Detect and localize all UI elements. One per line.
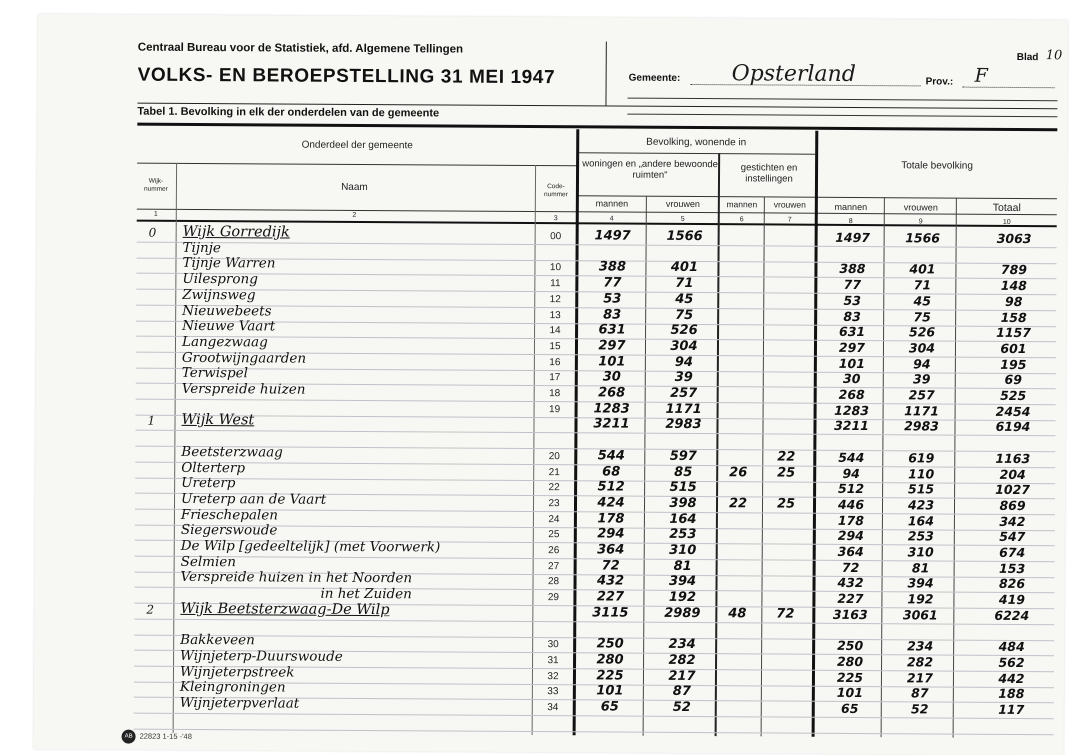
value-tt: 1157 (996, 325, 1032, 341)
value-tm: 388 (839, 261, 866, 277)
table-title: Tabel 1. Bevolking in elk der onderdelen van de gemeente (137, 105, 440, 120)
place-name: Wijk Beetsterzwaag-De Wilp (180, 600, 390, 618)
col9-vrouwen: vrouwen (903, 202, 938, 213)
value-tv: 81 (911, 560, 930, 576)
table-row (38, 14, 1068, 20)
value-gv: 22 (777, 449, 796, 465)
value-v: 398 (669, 495, 697, 511)
code-number: 17 (549, 372, 561, 384)
value-m: 225 (596, 668, 624, 684)
value-m: 227 (596, 589, 625, 605)
value-gm: 26 (729, 464, 748, 480)
header-rule-3 (627, 114, 1057, 118)
census-form (34, 14, 1068, 755)
value-v: 257 (670, 385, 698, 402)
value-v: 1566 (666, 228, 703, 245)
value-m: 544 (597, 448, 625, 464)
value-tt: 3063 (996, 230, 1032, 247)
value-m: 297 (598, 338, 626, 354)
value-tv: 94 (913, 355, 931, 372)
colnum-5: 5 (680, 215, 685, 223)
value-tm: 631 (838, 324, 866, 340)
value-m: 101 (596, 683, 624, 699)
code-number: 10 (549, 262, 562, 274)
place-name: Ureterp (181, 475, 236, 492)
prov-label: Prov.: (925, 76, 954, 88)
value-tm: 512 (838, 481, 865, 497)
value-v: 282 (668, 652, 696, 668)
value-gv: 25 (776, 496, 796, 512)
value-tm: 227 (837, 590, 864, 607)
value-tv: 39 (913, 371, 931, 387)
place-name: Wijnjeterpstreek (179, 663, 295, 681)
value-v: 253 (669, 527, 697, 543)
value-tm: 268 (838, 386, 865, 403)
code-number: 31 (547, 655, 559, 667)
bevolking-header: Bevolking, wonende in (646, 136, 747, 149)
wijk-number: 0 (148, 225, 157, 240)
value-tv: 310 (907, 544, 934, 560)
value-v: 39 (674, 370, 693, 386)
place-name: Verspreide huizen in het Noorden (180, 569, 413, 587)
place-name: Frieschepalen (180, 506, 278, 524)
value-tm: 178 (837, 512, 865, 528)
col10-totaal: Totaal (992, 201, 1021, 215)
value-tt: 419 (998, 591, 1026, 608)
value-tm: 544 (838, 449, 865, 465)
code-number: 30 (547, 639, 559, 651)
code-number: 22 (548, 482, 560, 494)
code-number: 16 (549, 356, 561, 368)
value-m: 424 (597, 495, 625, 511)
value-v: 234 (668, 637, 696, 653)
ruled-lines (38, 14, 1068, 20)
value-tv: 304 (908, 340, 936, 356)
value-tt: 442 (998, 670, 1025, 686)
value-m: 294 (597, 526, 625, 542)
value-tv: 515 (908, 481, 935, 497)
col8-mannen: mannen (834, 201, 868, 213)
value-v: 81 (673, 558, 692, 574)
colnum-10: 10 (1002, 218, 1011, 226)
place-name: Beetsterzwaag (181, 443, 283, 461)
code-number: 18 (549, 388, 561, 400)
value-v: 45 (675, 291, 694, 307)
code-number: 29 (547, 592, 560, 604)
value-tv: 526 (908, 324, 936, 340)
value-v: 2989 (664, 605, 701, 621)
value-tm: 446 (837, 496, 865, 512)
value-tv: 192 (907, 591, 934, 607)
value-tt: 148 (1000, 277, 1027, 294)
place-name: Tijnje Warren (182, 255, 276, 272)
wijk-number: 1 (147, 414, 156, 429)
value-tv: 394 (907, 575, 934, 591)
value-m: 77 (603, 275, 622, 291)
value-tt: 204 (999, 466, 1026, 482)
wijk-header: Wijk-nummer (143, 177, 168, 193)
value-tt: 826 (998, 576, 1026, 592)
form-title: VOLKS- EN BEROEPSTELLING 31 MEI 1947 (137, 64, 556, 89)
value-tv: 3061 (902, 607, 938, 623)
code-number: 19 (548, 403, 561, 415)
value-m: 72 (601, 558, 620, 574)
value-tv: 217 (906, 669, 934, 686)
value-tt: 117 (998, 701, 1025, 718)
value-tt: 562 (998, 654, 1025, 670)
value-tm: 1283 (834, 402, 870, 418)
value-tv: 164 (907, 512, 935, 529)
value-v: 1171 (665, 401, 702, 417)
col6-mannen: mannen (726, 199, 758, 210)
value-v: 310 (669, 542, 697, 559)
value-tt: 153 (999, 560, 1026, 576)
place-name: Nieuwebeets (182, 302, 272, 319)
value-tt: 195 (1000, 356, 1027, 372)
code-number: 00 (550, 231, 562, 243)
value-v: 87 (672, 684, 691, 700)
place-name: Bakkeveen (180, 632, 255, 649)
value-tt: 2454 (995, 403, 1031, 419)
value-tt: 674 (999, 544, 1026, 561)
colnum-2: 2 (352, 211, 357, 219)
value-v: 71 (675, 275, 694, 292)
code-number: 14 (549, 325, 561, 337)
place-name: Kleingroningen (179, 679, 286, 696)
colnum-6: 6 (739, 216, 744, 224)
blad-value: 10 (1045, 48, 1063, 64)
value-tm: 94 (842, 465, 860, 481)
table-row (38, 14, 1068, 20)
value-tv: 52 (911, 701, 929, 717)
value-tv: 619 (908, 450, 935, 466)
value-m: 53 (603, 291, 622, 307)
value-v: 597 (669, 448, 697, 464)
value-tt: 1163 (995, 450, 1031, 466)
value-v: 75 (675, 307, 694, 323)
header-divider (605, 41, 606, 105)
value-tt: 601 (1000, 340, 1027, 356)
place-name: in het Zuiden (320, 585, 412, 603)
printer-logo: AB (122, 730, 136, 744)
value-tv: 282 (906, 654, 934, 670)
value-v: 515 (669, 480, 697, 496)
code-number: 15 (549, 341, 561, 353)
colnum-3: 3 (553, 215, 558, 223)
value-v: 85 (674, 464, 693, 480)
value-m: 3115 (592, 605, 629, 621)
place-name: Nieuwe Vaart (182, 318, 276, 335)
value-tv: 401 (909, 261, 936, 277)
value-m: 512 (597, 479, 625, 495)
header-rule-1 (627, 98, 1057, 102)
value-tm: 250 (837, 638, 864, 654)
value-tv: 75 (913, 308, 931, 324)
value-v: 2983 (665, 417, 702, 433)
code-number: 32 (547, 670, 559, 682)
totale-header: Totale bevolking (901, 160, 973, 172)
value-tv: 1566 (905, 230, 941, 246)
value-m: 364 (597, 542, 625, 558)
bevolking-rule (577, 152, 815, 154)
value-m: 65 (600, 699, 619, 715)
value-tt: 1027 (995, 482, 1031, 498)
place-name: Ureterp aan de Vaart (180, 490, 327, 508)
value-tm: 297 (838, 339, 866, 355)
colnum-9: 9 (918, 218, 923, 226)
value-tv: 423 (907, 497, 935, 513)
value-tv: 1171 (904, 402, 940, 419)
gemeente-value: Opsterland (731, 61, 856, 87)
code-number: 33 (547, 686, 559, 698)
value-tv: 2983 (904, 418, 939, 434)
code-number: 12 (549, 293, 561, 305)
value-tv: 253 (907, 528, 934, 544)
colnum-8: 8 (848, 217, 853, 225)
value-tv: 71 (913, 277, 932, 293)
code-number: 26 (548, 545, 560, 557)
value-tt: 525 (1000, 387, 1027, 404)
value-gm: 48 (728, 606, 747, 622)
value-m: 3211 (593, 416, 630, 433)
value-m: 250 (596, 636, 624, 652)
value-tt: 342 (999, 513, 1026, 529)
place-name: Selmien (180, 553, 237, 570)
place-name: Olterterp (181, 459, 246, 476)
colnum-7: 7 (787, 216, 792, 224)
value-m: 631 (598, 322, 626, 338)
code-number: 23 (548, 498, 560, 510)
code-number: 21 (548, 466, 560, 478)
value-v: 304 (670, 338, 698, 354)
place-name: Terwispel (181, 365, 249, 382)
place-name: Wijk West (181, 412, 255, 429)
value-v: 526 (670, 323, 698, 339)
table-title-rule (137, 123, 1057, 132)
value-tt: 98 (1005, 293, 1023, 309)
value-tt: 6194 (995, 419, 1031, 435)
place-name: Wijnjeterp-Duurswoude (180, 647, 343, 665)
value-m: 388 (598, 259, 627, 275)
code-number: 28 (547, 576, 560, 588)
value-gv: 25 (777, 465, 796, 481)
blad-label: Blad (1016, 51, 1039, 64)
colnum-4: 4 (609, 215, 614, 223)
onderdeel-header: Onderdeel der gemeente (301, 139, 413, 152)
value-tt: 158 (1000, 309, 1027, 325)
naam-header: Naam (341, 181, 368, 194)
value-tt: 869 (999, 497, 1026, 513)
value-m: 101 (598, 354, 626, 370)
code-number: 24 (548, 513, 560, 525)
wijk-col-line (173, 163, 177, 733)
value-tm: 3211 (834, 418, 869, 434)
place-name: Wijnjeterpverlaat (179, 694, 300, 712)
value-tt: 188 (998, 686, 1025, 702)
gemeente-label: Gemeente: (628, 72, 681, 84)
value-tt: 6224 (994, 607, 1030, 623)
value-m: 280 (596, 652, 624, 668)
col5-vrouwen: vrouwen (665, 198, 700, 210)
value-tm: 101 (838, 355, 865, 371)
value-tm: 72 (841, 559, 860, 575)
value-tm: 1497 (835, 229, 871, 246)
col4-mannen: mannen (595, 198, 629, 209)
value-tm: 53 (843, 292, 862, 308)
value-tm: 280 (836, 653, 864, 669)
value-m: 83 (603, 306, 622, 323)
onderdeel-rule (137, 163, 577, 167)
value-tm: 83 (843, 308, 861, 324)
value-gm: 22 (728, 496, 748, 512)
value-v: 164 (669, 511, 697, 527)
value-v: 192 (668, 589, 697, 606)
code-number: 11 (550, 278, 561, 290)
value-tm: 3163 (832, 606, 868, 622)
value-v: 94 (674, 354, 693, 370)
value-tt: 484 (998, 639, 1025, 655)
value-m: 68 (602, 463, 621, 480)
wijk-number: 2 (146, 602, 155, 617)
code-number: 20 (548, 450, 560, 462)
value-tm: 65 (841, 700, 859, 717)
value-tv: 45 (913, 293, 932, 309)
value-tm: 294 (837, 528, 864, 544)
col7-vrouwen: vrouwen (773, 199, 806, 210)
value-tv: 257 (908, 387, 935, 403)
value-tm: 101 (836, 685, 863, 701)
place-name: Tijnje (182, 239, 222, 256)
value-v: 52 (672, 699, 691, 716)
value-m: 432 (596, 573, 625, 589)
value-tt: 69 (1004, 372, 1023, 388)
code-number: 13 (549, 309, 561, 321)
place-name: Wijk Gorredijk (182, 223, 290, 241)
place-name: Zwijnsweg (182, 286, 256, 304)
gestichten-header: gestichten en instellingen (740, 162, 798, 185)
value-m: 178 (597, 511, 625, 527)
code-header: Code-nummer (543, 183, 568, 199)
code-number: 25 (548, 529, 560, 541)
value-tv: 234 (907, 638, 934, 654)
value-tm: 30 (843, 371, 861, 387)
value-tm: 77 (843, 277, 862, 293)
value-v: 217 (668, 668, 696, 684)
value-v: 401 (670, 260, 699, 276)
value-m: 30 (602, 369, 621, 385)
value-tv: 87 (911, 685, 929, 701)
value-m: 1283 (593, 401, 630, 417)
place-name: Langezwaag (181, 333, 268, 351)
place-name: Uilesprong (182, 270, 258, 288)
value-tv: 110 (908, 465, 935, 481)
place-name: Grootwijngaarden (181, 349, 307, 367)
colnum-1: 1 (153, 210, 158, 218)
place-name: Siegerswoude (180, 522, 278, 539)
code-number: 27 (548, 560, 560, 572)
value-tm: 225 (836, 669, 864, 685)
bureau-heading: Centraal Bureau voor de Statistiek, afd. Algemene Tellingen (137, 41, 464, 56)
value-m: 268 (598, 385, 626, 401)
value-gv: 72 (776, 606, 795, 622)
value-m: 1497 (594, 228, 631, 244)
value-tm: 432 (837, 575, 864, 591)
prov-value: F (974, 64, 988, 87)
place-name: De Wilp [gedeeltelijk] (met Voorwerk) (180, 537, 441, 556)
print-stamp: 22823 1-15 -'48 (139, 731, 192, 741)
value-tt: 789 (1000, 262, 1028, 278)
value-v: 394 (668, 574, 697, 590)
place-name: Verspreide huizen (181, 380, 306, 398)
code-number: 34 (547, 702, 559, 714)
prov-line (963, 87, 1055, 89)
value-tt: 547 (999, 529, 1026, 545)
woningen-header: woningen en „andere bewoonde ruimten" (582, 158, 719, 181)
ruled-line (134, 728, 1054, 735)
value-tm: 364 (837, 543, 864, 560)
